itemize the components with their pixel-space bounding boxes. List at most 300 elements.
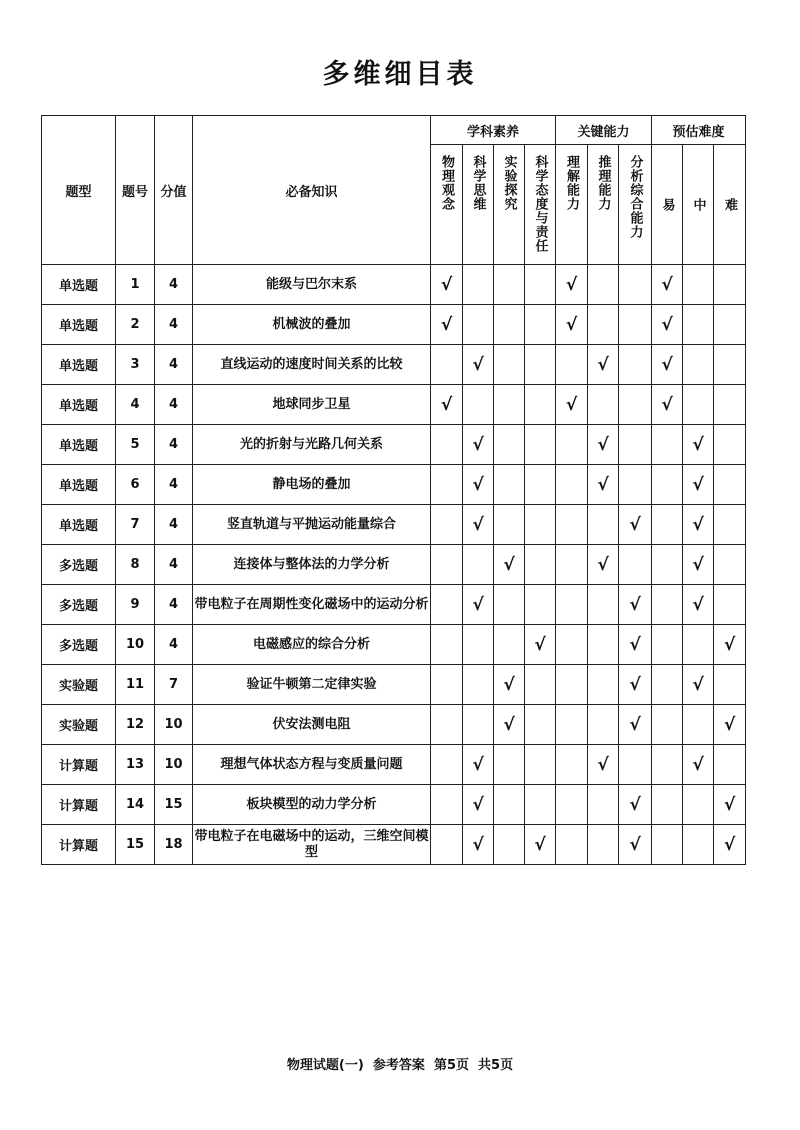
- check-mark: √: [597, 754, 609, 775]
- table-row: [42, 825, 746, 865]
- cell-check: [463, 785, 494, 825]
- cell-check: [588, 345, 619, 385]
- cell-check: [683, 545, 714, 585]
- cell-check: [431, 705, 463, 745]
- cell-type: 计算题: [42, 825, 116, 865]
- cell-number: 14: [116, 785, 155, 825]
- cell-check: [494, 625, 525, 665]
- cell-check: [556, 305, 588, 345]
- cell-check: [619, 345, 652, 385]
- sub-header-label: 科学思维: [470, 154, 486, 211]
- cell-check: [556, 345, 588, 385]
- cell-score: 18: [155, 825, 193, 865]
- cell-knowledge: 理想气体状态方程与变质量问题: [193, 745, 431, 785]
- check-mark: √: [661, 394, 673, 415]
- cell-check: [494, 825, 525, 865]
- header-score: 分值: [155, 116, 193, 265]
- cell-check: [431, 465, 463, 505]
- cell-check: [588, 825, 619, 865]
- cell-check: [431, 305, 463, 345]
- cell-check: [525, 545, 556, 585]
- cell-check: [683, 705, 714, 745]
- cell-check: [494, 465, 525, 505]
- cell-score: 4: [155, 585, 193, 625]
- check-mark: √: [629, 834, 641, 855]
- header-group-literacy: 学科素养: [431, 116, 556, 145]
- cell-score: 4: [155, 425, 193, 465]
- cell-check: [652, 345, 683, 385]
- cell-knowledge: 能级与巴尔末系: [193, 265, 431, 305]
- sub-header-cell: [683, 145, 714, 265]
- table-row: [42, 745, 746, 785]
- table-row: [42, 305, 746, 345]
- cell-check: [683, 265, 714, 305]
- cell-number: 8: [116, 545, 155, 585]
- cell-type: 计算题: [42, 785, 116, 825]
- check-mark: √: [692, 434, 704, 455]
- cell-type: 多选题: [42, 585, 116, 625]
- check-mark: √: [472, 354, 484, 375]
- check-mark: √: [629, 594, 641, 615]
- cell-check: [525, 585, 556, 625]
- cell-check: [588, 465, 619, 505]
- table-row: [42, 505, 746, 545]
- cell-check: [714, 505, 746, 545]
- cell-check: [619, 385, 652, 425]
- header-group-difficulty: 预估难度: [652, 116, 746, 145]
- cell-check: [525, 465, 556, 505]
- cell-check: [619, 305, 652, 345]
- cell-check: [525, 665, 556, 705]
- check-mark: √: [661, 314, 673, 335]
- cell-check: [463, 505, 494, 545]
- cell-check: [556, 265, 588, 305]
- check-mark: √: [629, 674, 641, 695]
- cell-knowledge: 伏安法测电阻: [193, 705, 431, 745]
- sub-header-cell: [588, 145, 619, 265]
- cell-type: 单选题: [42, 465, 116, 505]
- check-mark: √: [723, 794, 736, 815]
- cell-check: [463, 745, 494, 785]
- cell-check: [714, 665, 746, 705]
- check-mark: √: [440, 394, 453, 415]
- sub-header-label: 中: [690, 197, 706, 212]
- cell-check: [714, 585, 746, 625]
- cell-check: [525, 785, 556, 825]
- cell-check: [588, 625, 619, 665]
- table-row: [42, 265, 746, 305]
- cell-check: [494, 385, 525, 425]
- cell-number: 7: [116, 505, 155, 545]
- cell-check: [525, 265, 556, 305]
- check-mark: √: [565, 394, 578, 415]
- cell-check: [714, 545, 746, 585]
- cell-check: [463, 425, 494, 465]
- cell-number: 5: [116, 425, 155, 465]
- check-mark: √: [723, 834, 736, 855]
- check-mark: √: [723, 714, 736, 735]
- cell-check: [556, 385, 588, 425]
- cell-knowledge: 带电粒子在周期性变化磁场中的运动分析: [193, 585, 431, 625]
- cell-check: [619, 745, 652, 785]
- sub-header-cell: [494, 145, 525, 265]
- table-row: [42, 665, 746, 705]
- cell-check: [431, 825, 463, 865]
- cell-type: 实验题: [42, 705, 116, 745]
- table-row: [42, 465, 746, 505]
- cell-check: [556, 545, 588, 585]
- spec-table: [41, 115, 746, 865]
- cell-number: 2: [116, 305, 155, 345]
- check-mark: √: [723, 634, 736, 655]
- cell-check: [525, 345, 556, 385]
- cell-check: [714, 305, 746, 345]
- cell-type: 单选题: [42, 385, 116, 425]
- cell-check: [494, 785, 525, 825]
- page-footer: [0, 1054, 800, 1073]
- cell-check: [588, 425, 619, 465]
- cell-type: 单选题: [42, 265, 116, 305]
- cell-check: [683, 665, 714, 705]
- sub-header-cell: [652, 145, 683, 265]
- sub-header-cell: [714, 145, 746, 265]
- cell-check: [525, 305, 556, 345]
- check-mark: √: [534, 634, 546, 655]
- cell-check: [619, 705, 652, 745]
- cell-score: 4: [155, 345, 193, 385]
- cell-number: 1: [116, 265, 155, 305]
- cell-check: [714, 825, 746, 865]
- table-body: [42, 265, 746, 865]
- cell-check: [431, 585, 463, 625]
- cell-check: [556, 745, 588, 785]
- cell-check: [431, 545, 463, 585]
- check-mark: √: [692, 754, 704, 775]
- cell-check: [683, 425, 714, 465]
- cell-number: 12: [116, 705, 155, 745]
- check-mark: √: [597, 554, 609, 575]
- cell-check: [431, 745, 463, 785]
- cell-check: [463, 345, 494, 385]
- cell-knowledge: 光的折射与光路几何关系: [193, 425, 431, 465]
- cell-check: [683, 745, 714, 785]
- cell-type: 多选题: [42, 625, 116, 665]
- table-row: [42, 785, 746, 825]
- cell-score: 10: [155, 745, 193, 785]
- cell-check: [494, 705, 525, 745]
- cell-check: [525, 705, 556, 745]
- cell-type: 单选题: [42, 345, 116, 385]
- cell-check: [494, 585, 525, 625]
- cell-check: [588, 665, 619, 705]
- check-mark: √: [472, 754, 484, 775]
- check-mark: √: [597, 354, 609, 375]
- cell-check: [556, 505, 588, 545]
- cell-score: 15: [155, 785, 193, 825]
- cell-check: [683, 785, 714, 825]
- sub-header-label: 易: [659, 197, 675, 212]
- cell-check: [556, 425, 588, 465]
- check-mark: √: [692, 674, 704, 695]
- cell-check: [525, 385, 556, 425]
- cell-check: [683, 585, 714, 625]
- cell-check: [494, 505, 525, 545]
- table-row: [42, 385, 746, 425]
- cell-check: [525, 745, 556, 785]
- cell-check: [588, 705, 619, 745]
- cell-score: 4: [155, 265, 193, 305]
- cell-check: [431, 625, 463, 665]
- cell-knowledge: 地球同步卫星: [193, 385, 431, 425]
- cell-number: 10: [116, 625, 155, 665]
- check-mark: √: [503, 674, 515, 695]
- cell-number: 13: [116, 745, 155, 785]
- check-mark: √: [565, 314, 578, 335]
- cell-check: [556, 585, 588, 625]
- cell-check: [619, 825, 652, 865]
- check-mark: √: [472, 594, 484, 615]
- table-row: [42, 705, 746, 745]
- cell-check: [588, 505, 619, 545]
- cell-check: [683, 465, 714, 505]
- cell-check: [525, 425, 556, 465]
- cell-check: [463, 265, 494, 305]
- cell-score: 4: [155, 505, 193, 545]
- cell-number: 6: [116, 465, 155, 505]
- cell-check: [714, 385, 746, 425]
- sub-header-label: 理解能力: [564, 154, 580, 211]
- cell-check: [714, 745, 746, 785]
- sub-header-label: 难: [722, 197, 738, 212]
- cell-check: [714, 625, 746, 665]
- cell-check: [619, 665, 652, 705]
- cell-check: [714, 705, 746, 745]
- cell-check: [619, 265, 652, 305]
- cell-check: [714, 425, 746, 465]
- cell-check: [652, 825, 683, 865]
- cell-check: [463, 665, 494, 705]
- cell-check: [652, 305, 683, 345]
- cell-knowledge: 机械波的叠加: [193, 305, 431, 345]
- cell-check: [431, 425, 463, 465]
- cell-score: 4: [155, 625, 193, 665]
- cell-check: [494, 305, 525, 345]
- header-number: 题号: [116, 116, 155, 265]
- cell-check: [619, 545, 652, 585]
- check-mark: √: [692, 594, 704, 615]
- cell-type: 单选题: [42, 505, 116, 545]
- check-mark: √: [661, 274, 673, 295]
- check-mark: √: [597, 434, 609, 455]
- cell-check: [652, 705, 683, 745]
- cell-check: [652, 785, 683, 825]
- cell-check: [588, 545, 619, 585]
- footer-subject: 物理试题(一): [286, 1058, 364, 1073]
- header-type: 题型: [42, 116, 116, 265]
- cell-number: 9: [116, 585, 155, 625]
- cell-check: [652, 505, 683, 545]
- cell-check: [652, 745, 683, 785]
- cell-check: [463, 625, 494, 665]
- check-mark: √: [472, 794, 484, 815]
- check-mark: √: [692, 514, 704, 535]
- cell-check: [431, 665, 463, 705]
- check-mark: √: [597, 474, 609, 495]
- check-mark: √: [472, 474, 484, 495]
- cell-check: [431, 345, 463, 385]
- cell-check: [652, 585, 683, 625]
- cell-check: [525, 825, 556, 865]
- cell-knowledge: 电磁感应的综合分析: [193, 625, 431, 665]
- cell-check: [619, 625, 652, 665]
- cell-knowledge: 板块模型的动力学分析: [193, 785, 431, 825]
- cell-check: [556, 625, 588, 665]
- cell-check: [588, 585, 619, 625]
- check-mark: √: [440, 274, 453, 295]
- cell-check: [463, 305, 494, 345]
- table-row: [42, 585, 746, 625]
- cell-check: [683, 825, 714, 865]
- cell-check: [494, 345, 525, 385]
- cell-check: [431, 505, 463, 545]
- cell-check: [494, 545, 525, 585]
- cell-check: [652, 625, 683, 665]
- cell-check: [525, 505, 556, 545]
- cell-check: [556, 705, 588, 745]
- check-mark: √: [692, 474, 704, 495]
- cell-check: [525, 625, 556, 665]
- footer-total: 共5页: [478, 1058, 514, 1073]
- footer-page: 第5页: [433, 1058, 469, 1073]
- sub-header-cell: [431, 145, 463, 265]
- cell-check: [556, 465, 588, 505]
- cell-check: [683, 505, 714, 545]
- check-mark: √: [472, 434, 484, 455]
- sub-header-label: 分析综合能力: [627, 154, 643, 239]
- check-mark: √: [629, 634, 641, 655]
- cell-check: [652, 545, 683, 585]
- cell-type: 实验题: [42, 665, 116, 705]
- check-mark: √: [472, 834, 484, 855]
- cell-check: [463, 825, 494, 865]
- table-row: [42, 425, 746, 465]
- cell-type: 计算题: [42, 745, 116, 785]
- cell-check: [588, 385, 619, 425]
- header-knowledge: 必备知识: [193, 116, 431, 265]
- table-row: [42, 625, 746, 665]
- cell-type: 单选题: [42, 305, 116, 345]
- check-mark: √: [440, 314, 453, 335]
- cell-check: [714, 345, 746, 385]
- page-title: 多维细目表: [322, 59, 478, 90]
- cell-type: 多选题: [42, 545, 116, 585]
- cell-check: [619, 465, 652, 505]
- cell-check: [463, 545, 494, 585]
- cell-knowledge: 验证牛顿第二定律实验: [193, 665, 431, 705]
- header-group-ability: 关键能力: [556, 116, 652, 145]
- cell-check: [683, 385, 714, 425]
- cell-check: [652, 665, 683, 705]
- cell-number: 11: [116, 665, 155, 705]
- cell-check: [463, 705, 494, 745]
- cell-check: [588, 305, 619, 345]
- cell-number: 3: [116, 345, 155, 385]
- check-mark: √: [629, 794, 641, 815]
- cell-knowledge: 直线运动的速度时间关系的比较: [193, 345, 431, 385]
- cell-check: [494, 665, 525, 705]
- sub-header-cell: [463, 145, 494, 265]
- sub-header-cell: [525, 145, 556, 265]
- cell-check: [652, 465, 683, 505]
- cell-score: 10: [155, 705, 193, 745]
- cell-check: [619, 425, 652, 465]
- cell-check: [652, 385, 683, 425]
- cell-check: [431, 385, 463, 425]
- cell-check: [431, 265, 463, 305]
- cell-check: [619, 785, 652, 825]
- cell-knowledge: 连接体与整体法的力学分析: [193, 545, 431, 585]
- cell-check: [683, 305, 714, 345]
- cell-check: [714, 265, 746, 305]
- cell-check: [463, 385, 494, 425]
- cell-check: [683, 625, 714, 665]
- cell-knowledge: 带电粒子在电磁场中的运动，三维空间模型: [193, 825, 431, 865]
- sub-header-label: 实验探究: [501, 154, 517, 211]
- check-mark: √: [472, 514, 484, 535]
- table-row: [42, 345, 746, 385]
- cell-check: [431, 785, 463, 825]
- check-mark: √: [661, 354, 673, 375]
- check-mark: √: [629, 514, 641, 535]
- cell-check: [714, 785, 746, 825]
- sub-header-cell: [619, 145, 652, 265]
- cell-check: [619, 585, 652, 625]
- cell-check: [619, 505, 652, 545]
- cell-check: [556, 665, 588, 705]
- check-mark: √: [629, 714, 641, 735]
- sub-header-label: 物理观念: [439, 154, 454, 211]
- sub-header-cell: [556, 145, 588, 265]
- cell-check: [683, 345, 714, 385]
- cell-check: [714, 465, 746, 505]
- cell-check: [652, 425, 683, 465]
- check-mark: √: [503, 554, 515, 575]
- footer-doc: 参考答案: [372, 1058, 425, 1073]
- cell-score: 7: [155, 665, 193, 705]
- cell-check: [652, 265, 683, 305]
- cell-check: [463, 465, 494, 505]
- cell-check: [588, 785, 619, 825]
- cell-check: [494, 745, 525, 785]
- cell-check: [556, 825, 588, 865]
- cell-check: [494, 425, 525, 465]
- cell-score: 4: [155, 465, 193, 505]
- check-mark: √: [565, 274, 578, 295]
- check-mark: √: [534, 834, 546, 855]
- cell-check: [556, 785, 588, 825]
- cell-score: 4: [155, 545, 193, 585]
- cell-score: 4: [155, 305, 193, 345]
- cell-number: 4: [116, 385, 155, 425]
- cell-score: 4: [155, 385, 193, 425]
- cell-check: [494, 265, 525, 305]
- check-mark: √: [503, 714, 515, 735]
- cell-knowledge: 静电场的叠加: [193, 465, 431, 505]
- check-mark: √: [692, 554, 704, 575]
- cell-type: 单选题: [42, 425, 116, 465]
- cell-knowledge: 竖直轨道与平抛运动能量综合: [193, 505, 431, 545]
- cell-check: [588, 265, 619, 305]
